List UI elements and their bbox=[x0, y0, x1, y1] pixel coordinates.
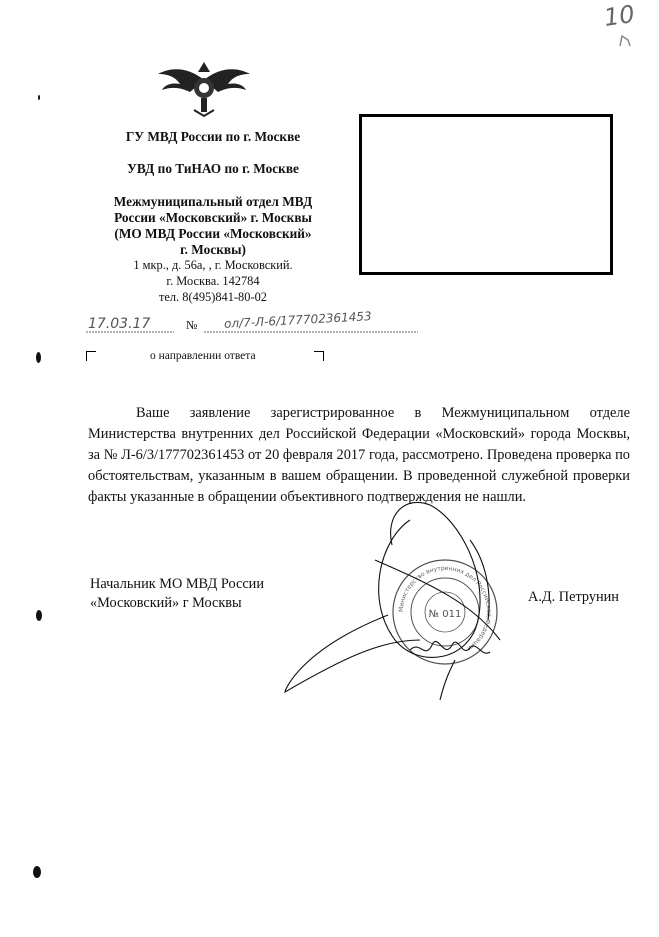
stamp-number: № 011 bbox=[428, 609, 462, 620]
letter-body-text: Ваше заявление зарегистрированное в Межмуниципальном отделе Министерства внутренних дел Российской Федерации «Московский» города Москвы, за № Л-6/3/177702361453 от 20 февраля 2017 года, рассмотрено. Проведена проверка по обстоятельствам, указанным в вашем обращении. В проведенной служебной проверки факты указанные в обращении объективного подтверждения не нашли. bbox=[88, 405, 630, 505]
header-department: УВД по ТиНАО по г. Москве bbox=[127, 161, 299, 176]
signatory-position-line2: «Московский» г Москвы bbox=[90, 595, 242, 611]
header-office-line1: Межмуниципальный отдел МВД bbox=[113, 194, 313, 209]
handwritten-page-number: 10 bbox=[602, 0, 637, 32]
recipient-address-box bbox=[359, 114, 613, 275]
header-office-line2: России «Московский» г. Москвы bbox=[114, 210, 312, 225]
header-address-line1: 1 мкр., д. 56а, , г. Московский. bbox=[133, 258, 293, 272]
stamp-ring-text: Министерство внутренних дел Российской Федерации bbox=[397, 564, 493, 652]
official-round-stamp bbox=[393, 560, 497, 664]
header-office-line3: (МО МВД России «Московский» bbox=[114, 226, 312, 241]
subject-corner-right bbox=[314, 351, 324, 361]
subject-corner-left bbox=[86, 351, 96, 361]
punch-mark-1 bbox=[36, 352, 41, 363]
header-phone: тел. 8(495)841-80-02 bbox=[159, 290, 267, 304]
punch-mark-3 bbox=[33, 866, 41, 878]
registration-number: ол/7-Л-6/177702361453 bbox=[223, 309, 372, 331]
signatory-name: А.Д. Петрунин bbox=[528, 589, 619, 605]
registration-date: 17.03.17 bbox=[88, 316, 151, 332]
punch-mark-4 bbox=[38, 95, 40, 100]
header-address-line2: г. Москва. 142784 bbox=[166, 274, 260, 288]
letter-body bbox=[88, 403, 630, 508]
header-ministry: ГУ МВД России по г. Москве bbox=[125, 129, 301, 144]
letter-subject: о направлении ответа bbox=[150, 350, 256, 362]
signatory-position bbox=[90, 575, 264, 613]
scribble-mark bbox=[618, 34, 632, 48]
registration-number-symbol: № bbox=[186, 318, 198, 332]
double-headed-eagle-emblem-icon bbox=[156, 58, 252, 118]
signatory-position-line1: Начальник МО МВД России bbox=[90, 576, 264, 592]
punch-mark-2 bbox=[36, 610, 42, 621]
header-office-line4: г. Москвы) bbox=[180, 242, 246, 257]
handwritten-signature bbox=[285, 502, 500, 700]
